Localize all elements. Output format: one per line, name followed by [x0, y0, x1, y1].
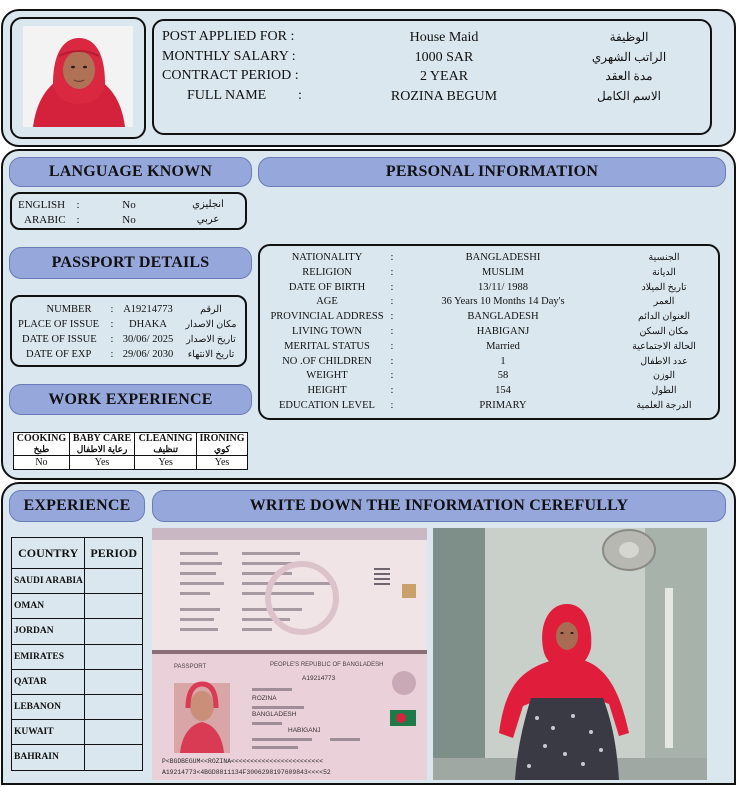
english-arabic: انجليزي: [192, 199, 224, 210]
experience-period-cell[interactable]: [85, 594, 143, 619]
experience-country-cell: BAHRAIN: [12, 745, 85, 770]
personal-information-heading: PERSONAL INFORMATION: [258, 157, 726, 187]
personal-row-arabic: تاريخ الميلاد: [641, 282, 687, 293]
experience-country-cell: QATAR: [12, 669, 85, 694]
place-of-issue-label: PLACE OF ISSUE: [18, 319, 100, 330]
personal-row-label: RELIGION: [302, 266, 352, 278]
personal-row-value: 36 Years 10 Months 14 Day's: [441, 296, 565, 308]
fullname-value: ROZINA BEGUM: [390, 89, 498, 104]
english-label: ENGLISH: [18, 199, 66, 211]
personal-row-label: NO .OF CHILDREN: [282, 355, 372, 367]
contract-value: 2 YEAR: [419, 69, 469, 84]
personal-row-label: MERITAL STATUS: [284, 340, 370, 352]
experience-period-cell[interactable]: [85, 644, 143, 669]
personal-row-arabic: الديانة: [652, 267, 676, 278]
experience-period-cell[interactable]: [85, 619, 143, 644]
personal-row-colon: :: [390, 311, 394, 323]
passport-country-title: PEOPLE'S REPUBLIC OF BANGLADESH: [270, 662, 384, 668]
skill-baby-care-value: Yes: [69, 456, 134, 470]
fullname-colon: :: [298, 88, 302, 103]
applicant-portrait: [23, 26, 133, 127]
experience-country-cell: SAUDI ARABIA: [12, 569, 85, 594]
personal-row-value: MUSLIM: [481, 266, 524, 278]
write-down-heading: WRITE DOWN THE INFORMATION CEREFULLY: [152, 490, 726, 522]
skill-cleaning-ar: تنظيف: [153, 444, 178, 454]
date-of-issue-value: 30/06/ 2025: [122, 334, 174, 345]
experience-period-cell[interactable]: [85, 669, 143, 694]
passport-scan-graphic: [152, 528, 427, 780]
country-header: COUNTRY: [12, 538, 85, 569]
header-info-box: [152, 19, 712, 135]
personal-row-arabic: مكان السكن: [639, 327, 689, 337]
passport-number-label: NUMBER: [46, 304, 92, 315]
personal-row-label: AGE: [316, 296, 338, 308]
date-of-exp-value: 29/06/ 2030: [122, 349, 174, 360]
experience-period-cell[interactable]: [85, 694, 143, 719]
personal-row-colon: :: [390, 355, 394, 367]
post-arabic: الوظيفة: [609, 30, 649, 44]
place-of-issue-arabic: مكان الاصدار: [185, 320, 237, 330]
passport-name-print: ROZINA: [252, 695, 277, 702]
passport-type-label: PASSPORT: [174, 664, 207, 670]
skill-baby-care-en: BABY CARE: [72, 433, 132, 444]
passport-number-colon: :: [110, 304, 114, 315]
personal-row-label: EDUCATION LEVEL: [279, 400, 375, 411]
date-of-exp-arabic: تاريخ الانتهاء: [187, 350, 235, 360]
fullname-label: FULL NAME: [187, 88, 267, 103]
skill-cooking-value: No: [14, 456, 70, 470]
passport-number-arabic: الرقم: [200, 305, 222, 315]
experience-country-cell: OMAN: [12, 594, 85, 619]
skill-cleaning: [135, 433, 197, 456]
place-of-issue-value: DHAKA: [129, 319, 167, 330]
experience-row: [12, 745, 143, 770]
personal-row-arabic: الجنسية: [648, 253, 680, 263]
skill-cooking-ar: طبخ: [33, 444, 50, 454]
experience-row: [12, 720, 143, 745]
date-of-issue-label: DATE OF ISSUE: [22, 334, 97, 345]
full-body-graphic: [433, 528, 707, 780]
passport-birthplace-print: HABIGANJ: [288, 727, 321, 734]
experience-country-cell: KUWAIT: [12, 720, 85, 745]
experience-heading: EXPERIENCE: [9, 490, 145, 522]
experience-country-cell: LEBANON: [12, 694, 85, 719]
personal-row-label: NATIONALITY: [291, 252, 363, 263]
skill-cleaning-value: Yes: [135, 456, 197, 470]
personal-row-colon: :: [390, 296, 394, 308]
full-body-photo: [433, 528, 707, 780]
personal-row-label: WEIGHT: [306, 370, 348, 382]
experience-row: [12, 644, 143, 669]
personal-row-colon: :: [390, 340, 394, 352]
date-of-issue-colon: :: [110, 334, 114, 345]
personal-row-arabic: الدرجة العلمية: [636, 401, 692, 411]
experience-country-cell: EMIRATES: [12, 644, 85, 669]
personal-row-arabic: عدد الاطفال: [640, 356, 688, 367]
personal-info-box: [258, 244, 720, 420]
arabic-value: No: [122, 214, 136, 226]
personal-row-arabic: الوزن: [652, 371, 675, 382]
salary-value: 1000 SAR: [414, 50, 474, 65]
skill-ironing-value: Yes: [197, 456, 248, 470]
experience-row: [12, 669, 143, 694]
post-value: House Maid: [409, 30, 479, 45]
language-box: [10, 192, 247, 230]
experience-period-cell[interactable]: [85, 569, 143, 594]
period-header: PERIOD: [85, 538, 143, 569]
experience-table: [11, 537, 143, 771]
personal-row-colon: :: [390, 326, 394, 337]
personal-row-value: 1: [500, 355, 506, 367]
work-experience-heading: WORK EXPERIENCE: [9, 384, 252, 415]
personal-row-arabic: العنوان الدائم: [637, 312, 690, 323]
arabic-colon: :: [76, 214, 80, 226]
passport-details-heading: PASSPORT DETAILS: [9, 247, 252, 279]
experience-row: [12, 594, 143, 619]
personal-row-value: HABIGANJ: [476, 326, 530, 337]
personal-row-colon: :: [390, 252, 394, 263]
experience-period-cell[interactable]: [85, 745, 143, 770]
post-label: POST APPLIED FOR :: [162, 29, 295, 44]
fullname-arabic: الاسم الكامل: [596, 89, 661, 103]
personal-row-colon: :: [390, 400, 394, 411]
contract-label: CONTRACT PERIOD :: [162, 68, 299, 83]
work-skills-table: [13, 432, 248, 470]
personal-row-label: HEIGHT: [307, 385, 347, 397]
date-of-issue-arabic: تاريخ الاصدار: [186, 335, 236, 345]
skill-ironing: [197, 433, 248, 456]
date-of-exp-colon: :: [110, 349, 114, 360]
place-of-issue-colon: :: [110, 319, 114, 330]
salary-label: MONTHLY SALARY :: [162, 49, 296, 64]
language-known-heading: LANGUAGE KNOWN: [9, 157, 252, 187]
skill-ironing-ar: كوي: [214, 444, 231, 454]
experience-row: [12, 569, 143, 594]
passport-scan-image: [152, 528, 427, 780]
personal-row-value: 58: [497, 370, 509, 382]
personal-row-colon: :: [390, 281, 394, 293]
skill-ironing-en: IRONING: [199, 433, 245, 444]
personal-row-colon: :: [390, 266, 394, 278]
experience-row: [12, 619, 143, 644]
personal-row-arabic: الطول: [651, 386, 677, 397]
personal-row-arabic: الحالة الاجتماعية: [632, 341, 696, 352]
passport-mrz-line-2: A19214773<4BGD8811134F3006298197609843<<<<52: [162, 769, 331, 776]
passport-mrz-line-1: P<BGDBEGUM<<ROZINA<<<<<<<<<<<<<<<<<<<<<<<<: [162, 758, 324, 765]
passport-number-print: A19214773: [302, 675, 336, 682]
skill-baby-care: [69, 433, 134, 456]
english-colon: :: [76, 199, 80, 211]
english-value: No: [122, 199, 136, 211]
arabic-arabic: عربي: [196, 214, 220, 225]
personal-row-value: 13/11/ 1988: [477, 281, 529, 293]
experience-country-cell: JORDAN: [12, 619, 85, 644]
passport-number-value: A19214773: [123, 304, 173, 315]
skill-cooking-en: COOKING: [16, 433, 67, 444]
experience-row: [12, 694, 143, 719]
skill-cleaning-en: CLEANING: [138, 433, 193, 444]
personal-row-colon: :: [390, 370, 394, 382]
arabic-label: ARABIC: [24, 214, 66, 226]
personal-row-label: DATE OF BIRTH: [288, 281, 366, 293]
photo-frame: [10, 17, 146, 139]
contract-arabic: مدة العقد: [605, 69, 653, 83]
personal-row-label: PROVINCIAL ADDRESS: [270, 311, 384, 323]
date-of-exp-label: DATE OF EXP: [26, 349, 92, 360]
experience-period-cell[interactable]: [85, 720, 143, 745]
salary-arabic: الراتب الشهري: [591, 50, 667, 64]
personal-row-value: 154: [495, 385, 511, 397]
personal-row-value: BANGLADESHI: [465, 252, 541, 263]
passport-country-print: BANGLADESH: [252, 711, 297, 718]
skill-cooking: [14, 433, 70, 456]
personal-row-value: Married: [486, 340, 520, 352]
personal-row-value: PRIMARY: [479, 400, 527, 411]
personal-row-arabic: العمر: [653, 297, 675, 308]
skill-baby-care-ar: رعاية الاطفال: [76, 444, 128, 454]
personal-row-label: LIVING TOWN: [292, 326, 362, 337]
personal-row-value: BANGLADESH: [467, 311, 539, 323]
personal-row-colon: :: [390, 385, 394, 397]
passport-box: [10, 295, 247, 367]
